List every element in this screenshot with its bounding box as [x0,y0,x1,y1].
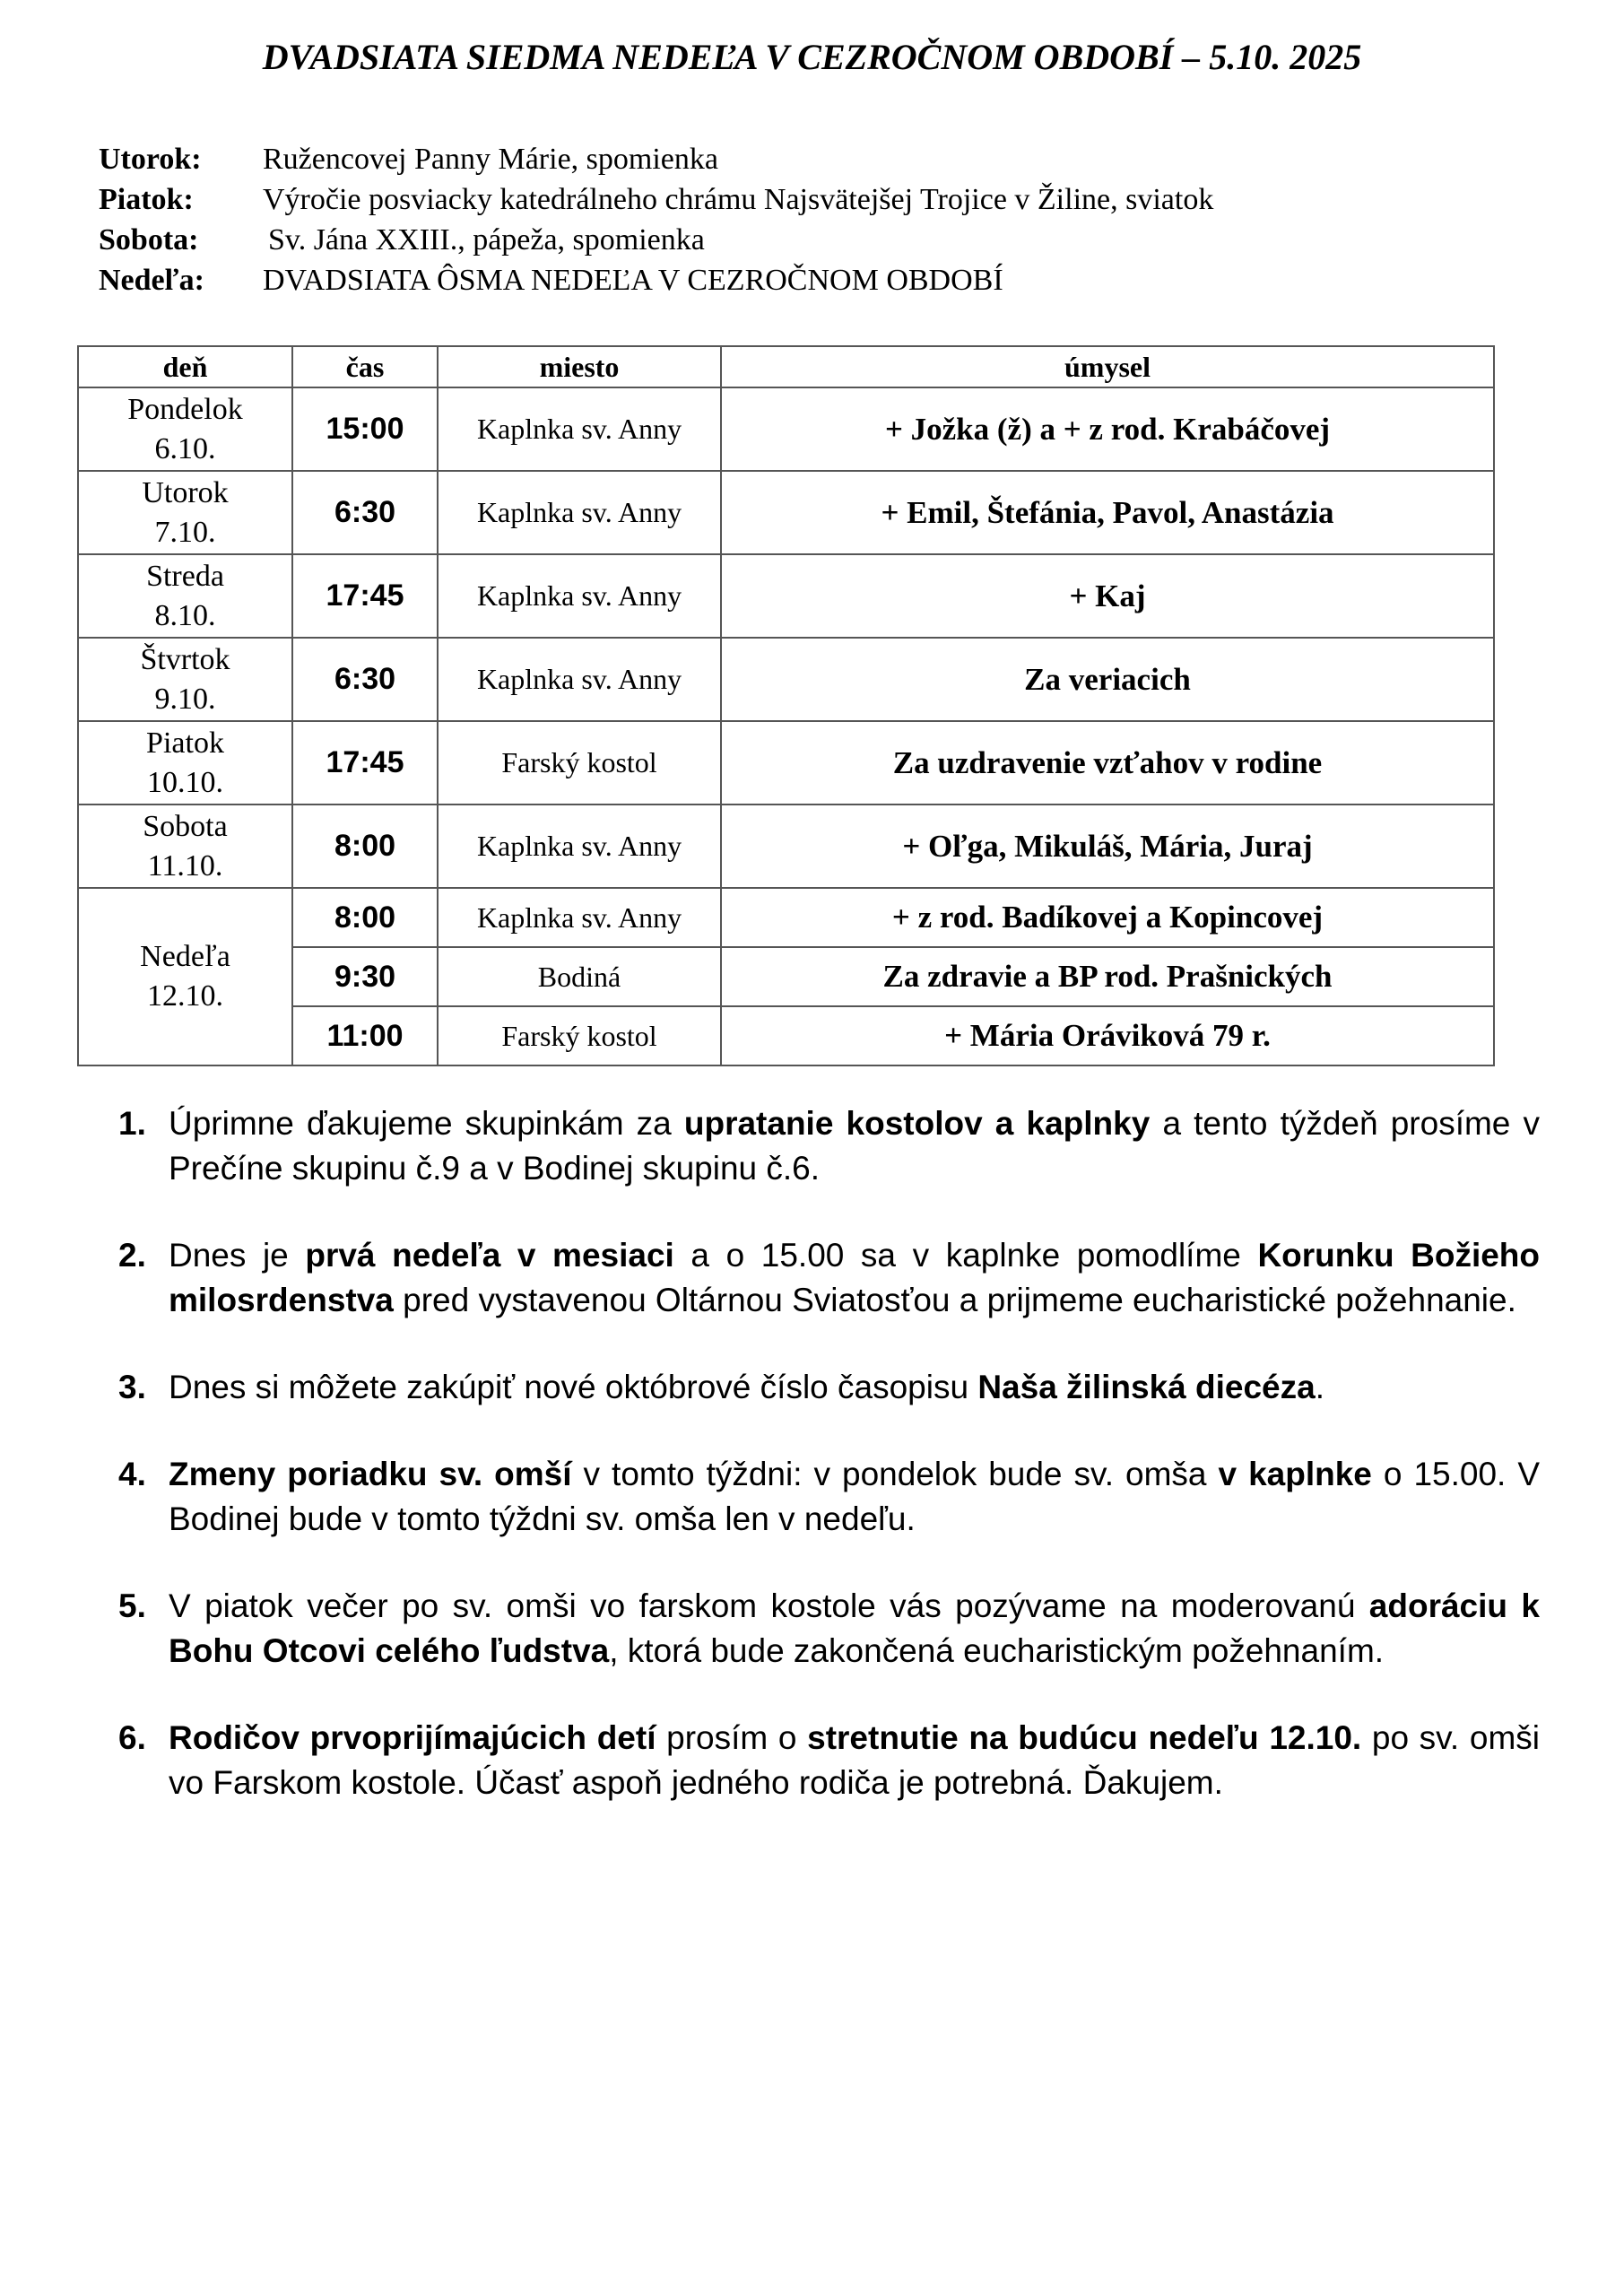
day-cell [78,804,292,888]
time-cell: 9:30 [292,947,438,1006]
emphasized-text: adoráciu k Bohu Otcovi celého ľudstva [169,1587,1540,1669]
day-name: Štvrtok [140,642,230,676]
intention-cell: + Mária Oráviková 79 r. [721,1006,1494,1065]
text-run: V piatok večer po sv. omši vo farskom kostole vás pozývame na moderovanú [169,1587,1369,1624]
table-row [78,638,1494,721]
emphasized-text: prvá nedeľa v mesiaci [305,1237,674,1274]
feast-label: Utorok: [99,143,202,176]
place-cell: Kaplnka sv. Anny [438,638,721,721]
text-run: Dnes si môžete zakúpiť nové októbrové číslo časopisu [169,1369,978,1405]
intention-cell: + Oľga, Mikuláš, Mária, Juraj [721,804,1494,888]
place-cell: Kaplnka sv. Anny [438,471,721,554]
item-text [169,1584,1540,1674]
day-name: Piatok [146,726,224,760]
day-cell [78,387,292,471]
day-name: Pondelok [127,392,243,426]
table-row [78,888,1494,947]
item-number: 3. [118,1369,146,1405]
feast-row [99,139,1213,179]
intention-cell: + z rod. Badíkovej a Kopincovej [721,888,1494,947]
day-cell [78,638,292,721]
time-cell: 8:00 [292,804,438,888]
place-cell: Kaplnka sv. Anny [438,387,721,471]
day-date: 8.10. [154,598,216,632]
item-text [169,1452,1540,1542]
text-run: Úprimne ďakujeme skupinkám za [169,1105,684,1142]
header-time: čas [292,346,438,387]
place-cell: Farský kostol [438,721,721,804]
item-text [169,1233,1540,1323]
table-row [78,804,1494,888]
feast-days-list [99,139,1213,300]
intention-cell: + Kaj [721,554,1494,638]
table-row [78,471,1494,554]
day-date: 11.10. [147,848,223,883]
intention-cell: Za uzdravenie vzťahov v rodine [721,721,1494,804]
intention-cell: + Jožka (ž) a + z rod. Krabáčovej [721,387,1494,471]
text-run: po sv. omši vo Farskom kostole. Účasť aspoň jedného rodiča je potrebná. Ďakujem. [169,1719,1540,1801]
feast-label: Nedeľa: [99,264,204,297]
time-cell: 15:00 [292,387,438,471]
time-cell: 17:45 [292,554,438,638]
emphasized-text: Naša žilinská diecéza [977,1369,1316,1405]
table-row [78,721,1494,804]
item-text [169,1101,1540,1191]
emphasized-text: stretnutie na budúcu nedeľu 12.10. [807,1719,1362,1756]
announcement-item [118,1716,1540,1805]
place-cell: Kaplnka sv. Anny [438,554,721,638]
day-date: 10.10. [147,765,223,799]
time-cell: 6:30 [292,638,438,721]
intention-cell: Za veriacich [721,638,1494,721]
page-title: DVADSIATA SIEDMA NEDEĽA V CEZROČNOM OBDOBÍ – 5.10. 2025 [262,37,1362,77]
text-run: prosím o [656,1719,808,1756]
item-number: 5. [118,1587,146,1624]
feast-row [99,220,1213,260]
day-cell [78,721,292,804]
item-text [169,1365,1540,1410]
feast-label: Sobota: [99,223,199,257]
emphasized-text: Zmeny poriadku sv. omší [169,1456,572,1492]
text-run: Dnes je [169,1237,306,1274]
time-cell: 6:30 [292,471,438,554]
time-cell: 11:00 [292,1006,438,1065]
item-text [169,1716,1540,1805]
announcement-item [118,1584,1540,1674]
item-number: 6. [118,1719,146,1756]
day-name: Streda [146,559,224,593]
text-run: pred vystavenou Oltárnou Sviatosťou a prijmeme eucharistické požehnanie. [393,1282,1516,1318]
feast-row [99,260,1213,300]
time-cell: 8:00 [292,888,438,947]
emphasized-text: Korunku Božieho milosrdenstva [169,1237,1541,1318]
day-name: Sobota [143,809,228,843]
feast-text: Výročie posviacky katedrálneho chrámu Najsvätejšej Trojice v Žiline, sviatok [263,183,1214,216]
mass-schedule-table [77,345,1495,1066]
table-row [78,387,1494,471]
feast-row [99,179,1213,220]
day-cell [78,888,292,1065]
table-row [78,554,1494,638]
announcements-list [118,1101,1540,1848]
header-intention: úmysel [721,346,1494,387]
header-place: miesto [438,346,721,387]
text-run: . [1315,1369,1324,1405]
announcement-item [118,1233,1540,1323]
time-cell: 17:45 [292,721,438,804]
item-number: 1. [118,1105,146,1142]
day-date: 6.10. [154,431,216,465]
day-date: 7.10. [154,515,216,549]
announcement-item [118,1452,1540,1542]
emphasized-text: upratanie kostolov a kaplnky [683,1105,1151,1142]
intention-cell: + Emil, Štefánia, Pavol, Anastázia [721,471,1494,554]
place-cell: Farský kostol [438,1006,721,1065]
item-number: 2. [118,1237,146,1274]
feast-text: Ružencovej Panny Márie, spomienka [263,143,718,176]
day-name: Utorok [142,475,229,509]
day-date: 9.10. [154,682,216,716]
table-header-row [78,346,1494,387]
intention-cell: Za zdravie a BP rod. Prašnických [721,947,1494,1006]
announcement-item [118,1101,1540,1191]
emphasized-text: Rodičov prvoprijímajúcich detí [169,1719,656,1756]
announcement-item [118,1365,1540,1410]
place-cell: Kaplnka sv. Anny [438,804,721,888]
header-day: deň [78,346,292,387]
text-run: a tento týždeň prosíme v Prečíne skupinu č.9 a v Bodinej skupinu č.6. [169,1105,1541,1187]
item-number: 4. [118,1456,146,1492]
emphasized-text: v kaplnke [1218,1456,1372,1492]
text-run: o 15.00. V Bodinej bude v tomto týždni sv. omša len v nedeľu. [169,1456,1541,1537]
text-run: , ktorá bude zakončená eucharistickým požehnaním. [609,1632,1385,1669]
day-name: Nedeľa [140,940,230,973]
day-cell [78,471,292,554]
feast-label: Piatok: [99,183,194,216]
text-run: v tomto týždni: v pondelok bude sv. omša [571,1456,1219,1492]
feast-text: Sv. Jána XXIII., pápeža, spomienka [268,223,705,257]
feast-text: DVADSIATA ÔSMA NEDEĽA V CEZROČNOM OBDOBÍ [263,264,1003,297]
text-run: a o 15.00 sa v kaplnke pomodlíme [673,1237,1258,1274]
place-cell: Bodiná [438,947,721,1006]
place-cell: Kaplnka sv. Anny [438,888,721,947]
day-cell [78,554,292,638]
day-date: 12.10. [147,979,223,1013]
